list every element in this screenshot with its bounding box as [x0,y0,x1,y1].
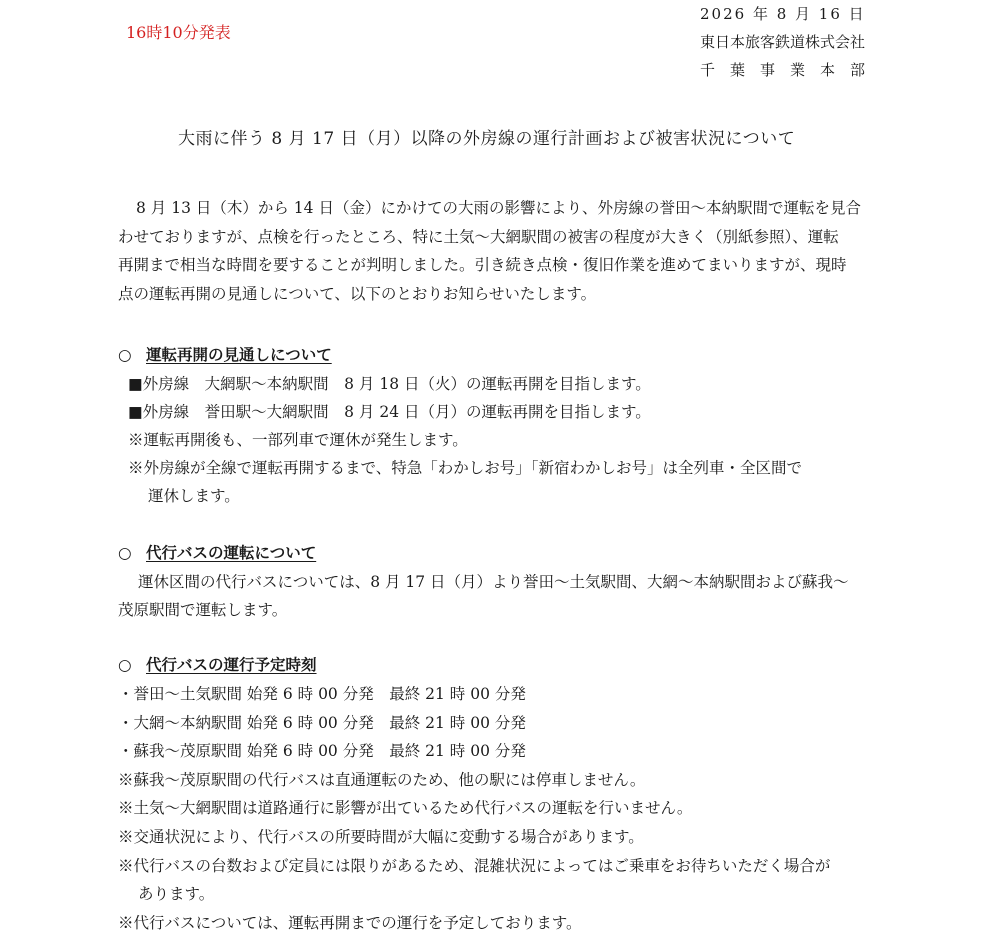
section-heading-bus-schedule [118,653,317,675]
department-name: 千葉事業本部 [700,61,881,79]
note-item: ※代行バスについては、運転再開までの運行を予定しております。 [118,913,582,932]
bus-service-paragraph [118,568,849,624]
section-heading-label: 運転再開の見通しについて [146,345,332,364]
intro-line: 再開まで相当な時間を要することが判明しました。引き続き点検・復旧作業を進めてまいりますが、現時 [118,256,847,275]
section-heading-bus-service [118,541,316,563]
note-item: ※蘇我〜茂原駅間の代行バスは直通運転のため、他の駅には停車しません。 [118,770,646,789]
resumption-list [128,370,802,510]
list-item: ■外房線 誉田駅〜大網駅間 8 月 24 日（月）の運転再開を目指します。 [128,403,651,421]
note-item-continuation: あります。 [138,885,215,904]
schedule-item: ・蘇我〜茂原駅間 始発 6 時 00 分発 最終 21 時 00 分発 [118,742,526,761]
intro-line: 8 月 13 日（木）から 14 日（金）にかけての大雨の影響により、外房線の誉田〜本納駅間で運転を見合 [136,199,861,217]
note-item: ※交通状況により、代行バスの所要時間が大幅に変動する場合があります。 [118,827,644,846]
list-item: ■外房線 大網駅〜本納駅間 8 月 18 日（火）の運転再開を目指します。 [128,375,651,393]
circle-marker: ○ [118,345,132,364]
announcement-time: 16時10分発表 [126,23,231,42]
company-name: 東日本旅客鉄道株式会社 [700,33,866,51]
document-title: 大雨に伴う 8 月 17 日（月）以降の外房線の運行計画および被害状況について [178,129,796,149]
intro-line: 点の運転再開の見通しについて、以下のとおりお知らせいたします。 [118,285,597,304]
paragraph-line: 茂原駅間で運転します。 [118,601,288,619]
list-item-continuation: 運休します。 [148,487,240,505]
note-item: ※代行バスの台数および定員には限りがあるため、混雑状況によってはご乗車をお待ちいただく場合が [118,856,831,875]
section-heading-label: 代行バスの運行予定時刻 [146,655,317,674]
circle-marker: ○ [118,543,132,562]
section-heading-resumption [118,343,332,365]
issue-date: 2026 年 8 月 16 日 [700,5,866,23]
bus-schedule-list [118,680,830,937]
circle-marker: ○ [118,655,132,674]
note-item: ※土気〜大網駅間は道路通行に影響が出ているため代行バスの運転を行いません。 [118,799,693,818]
section-heading-label: 代行バスの運転について [146,543,317,562]
list-item: ※外房線が全線で運転再開するまで、特急「わかしお号」「新宿わかしお号」は全列車・全区間で [128,459,802,477]
paragraph-line: 運休区間の代行バスについては、8 月 17 日（月）より誉田〜土気駅間、大網〜本納駅間および蘇我〜 [138,573,849,591]
schedule-item: ・大網〜本納駅間 始発 6 時 00 分発 最終 21 時 00 分発 [118,713,526,732]
intro-paragraph [118,194,898,309]
schedule-item: ・誉田〜土気駅間 始発 6 時 00 分発 最終 21 時 00 分発 [118,685,526,703]
issuer-block [700,0,880,84]
intro-line: わせておりますが、点検を行ったところ、特に土気〜大網駅間の被害の程度が大きく（別紙参照）、運転 [118,227,839,246]
list-item: ※運転再開後も、一部列車で運休が発生します。 [128,431,468,449]
